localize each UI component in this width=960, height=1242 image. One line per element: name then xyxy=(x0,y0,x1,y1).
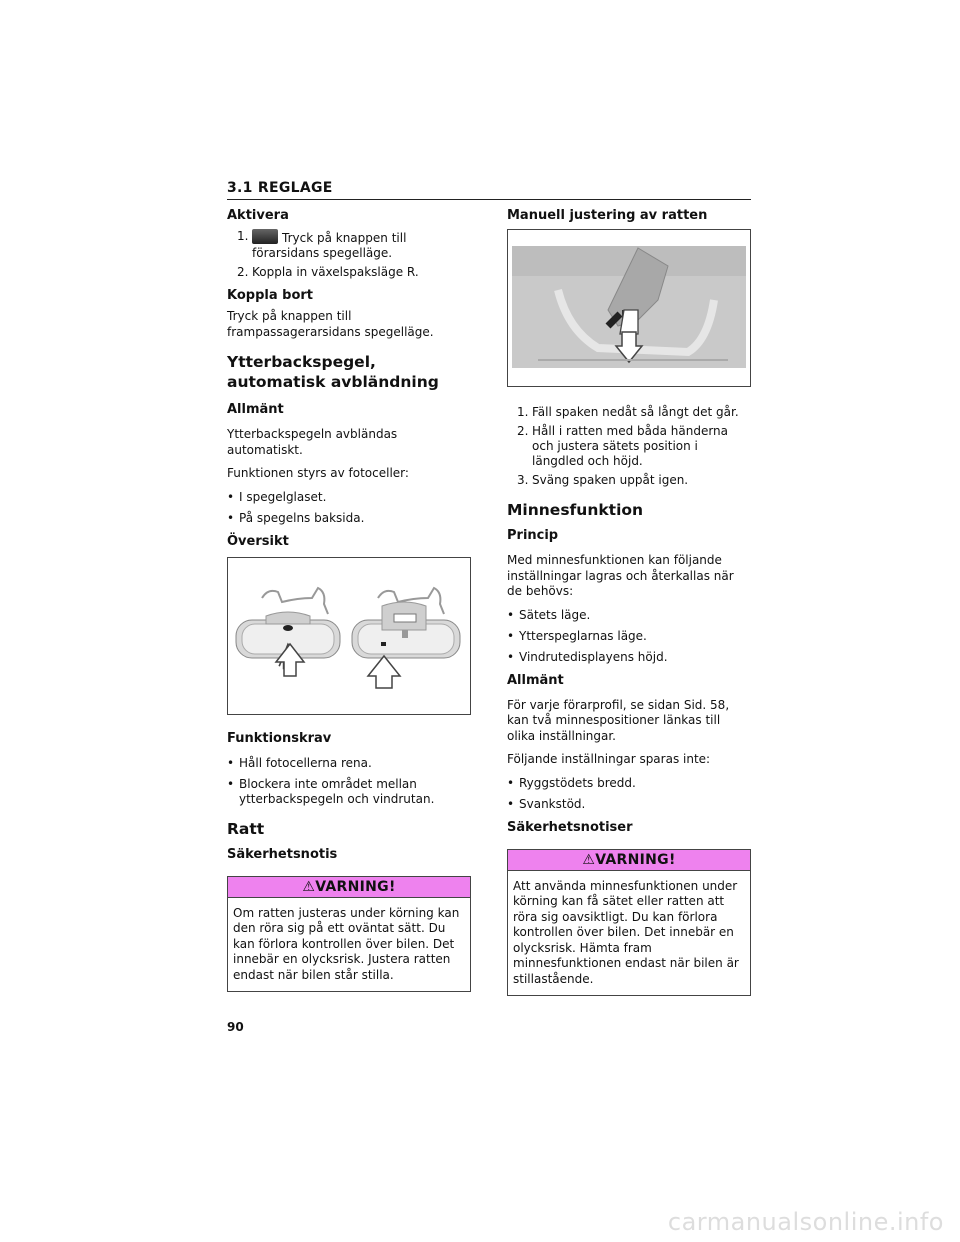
warning-box xyxy=(507,849,751,997)
minnes-title: Minnesfunktion xyxy=(507,501,644,519)
steering-column-illustration xyxy=(508,230,750,386)
list-item: • Ytterspeglarnas läge. xyxy=(507,629,751,644)
koppla-text: Tryck på knappen till frampassagerarsidans spegelläge. xyxy=(227,309,434,339)
step-text: Fäll spaken nedåt så långt det går. xyxy=(532,405,739,419)
list-item: • Svankstöd. xyxy=(507,797,751,812)
warning-bar xyxy=(508,850,750,871)
step-item xyxy=(237,265,471,280)
ytter-title: Ytterbackspegel, automatisk avbländning xyxy=(227,353,439,391)
warning-triangle-icon: ⚠ xyxy=(582,851,596,868)
list-item: • I spegelglaset. xyxy=(227,490,471,505)
princip-text: Med minnesfunktionen kan följande inställningar lagras och återkallas när de behövs: xyxy=(507,553,734,598)
list-item: • På spegelns baksida. xyxy=(227,511,471,526)
koppla-heading: Koppla bort xyxy=(227,288,314,303)
right-column xyxy=(507,208,751,996)
warning-text: Att använda minnesfunktionen under körning kan få sätet eller ratten att röra sig oavsiktligt. Du kan förlora kontrollen över bilen. Det innebär en olycksrisk. Hämta fram minnesfunktionen endast när bilen är stillastående. xyxy=(513,878,739,986)
list-item: • Håll fotocellerna rena. xyxy=(227,756,471,771)
step-item xyxy=(237,229,471,261)
ratt-title: Ratt xyxy=(227,819,265,838)
warning-title: VARNING! xyxy=(315,878,396,895)
step-number: 2. xyxy=(517,424,529,438)
step-item xyxy=(517,424,751,469)
rearview-mirror-illustration xyxy=(228,558,470,714)
page-number: 90 xyxy=(227,1020,244,1034)
warning-triangle-icon: ⚠ xyxy=(302,878,316,895)
list-item: • Vindrutedisplayens höjd. xyxy=(507,650,751,665)
step-number: 2. xyxy=(237,265,249,279)
manuell-heading: Manuell justering av ratten xyxy=(507,208,708,223)
princip-heading: Princip xyxy=(507,528,559,543)
step-text: Sväng spaken uppåt igen. xyxy=(532,473,689,487)
step-number: 1. xyxy=(517,405,529,419)
step-text: Koppla in växelspaksläge R. xyxy=(252,265,419,279)
watermark: carmanualsonline.info xyxy=(667,1208,944,1236)
sakerhetsnotiser-heading: Säkerhetsnotiser xyxy=(507,819,633,835)
funktionskrav-heading: Funktionskrav xyxy=(227,730,332,746)
step-text: Tryck på knappen till förarsidans spegelläge. xyxy=(252,231,407,260)
section-header: 3.1 REGLAGE xyxy=(227,180,751,200)
mirror-overview-figure xyxy=(227,557,471,715)
allmant-p2: Följande inställningar sparas inte: xyxy=(507,752,711,766)
step-item xyxy=(517,405,751,420)
left-column xyxy=(227,208,471,992)
allmant-heading: Allmänt xyxy=(227,402,284,417)
manuell-steps xyxy=(507,405,751,488)
princip-bullets xyxy=(507,608,751,665)
sakerhetsnotis-heading: Säkerhetsnotis xyxy=(227,846,338,862)
allmant-p1: För varje förarprofil, se sidan Sid. 58, kan två minnespositioner länkas till olika inställningar. xyxy=(507,697,730,743)
aktivera-steps xyxy=(227,229,471,280)
steering-lever-figure xyxy=(507,229,751,387)
list-item: • Blockera inte området mellan ytterbackspegeln och vindrutan. xyxy=(227,777,471,807)
warning-box xyxy=(227,876,471,993)
allmant-heading: Allmänt xyxy=(507,672,564,688)
allmant-p1: Ytterbackspegeln avbländas automatiskt. xyxy=(227,427,398,457)
mirror-button-icon xyxy=(252,229,278,244)
funktionskrav-bullets xyxy=(227,756,471,807)
warning-title: VARNING! xyxy=(595,851,676,868)
warning-bar xyxy=(228,877,470,898)
allmant-bullets xyxy=(227,490,471,526)
list-item: • Ryggstödets bredd. xyxy=(507,776,751,791)
allmant-p2: Funktionen styrs av fotoceller: xyxy=(227,466,409,480)
aktivera-heading: Aktivera xyxy=(227,208,289,223)
step-item xyxy=(517,473,751,488)
step-text: Håll i ratten med båda händerna och justera sätets position i längdled och höjd. xyxy=(532,424,729,468)
oversikt-heading: Översikt xyxy=(227,533,289,549)
warning-text: Om ratten justeras under körning kan den röra sig på ett oväntat sätt. Du kan förlora kontrollen över bilen. Det innebär en olycksrisk. Justera ratten endast när bilen står stilla. xyxy=(233,905,460,982)
allmant-bullets xyxy=(507,776,751,812)
step-number: 3. xyxy=(517,473,529,487)
list-item: • Sätets läge. xyxy=(507,608,751,623)
step-number: 1. xyxy=(237,229,249,243)
